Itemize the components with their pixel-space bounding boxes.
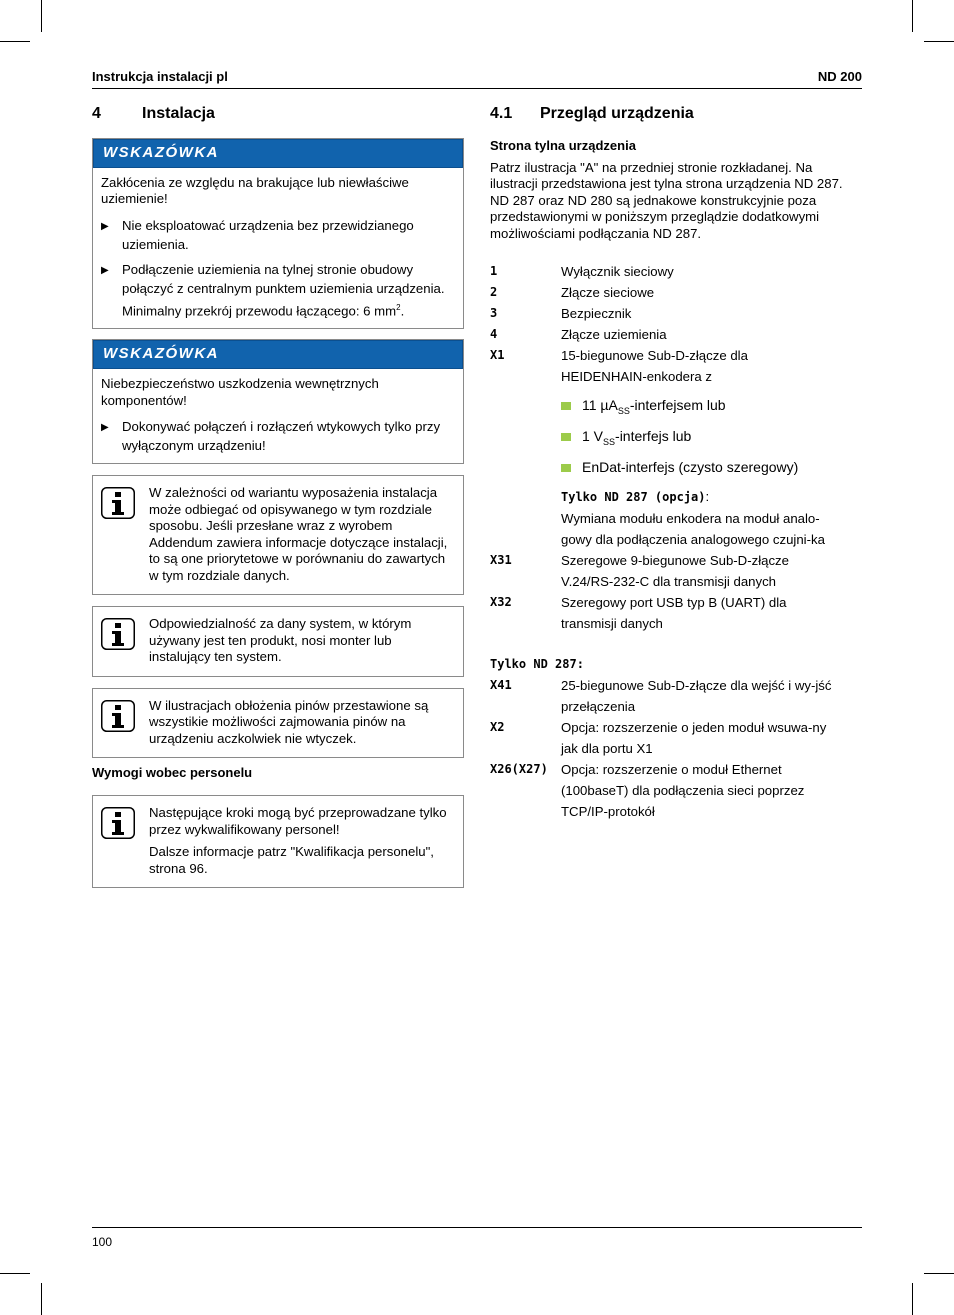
option-note: Tylko ND 287 (opcja): Wymiana modułu enkodera na moduł analo-gowy dla podłączenia analogowego czujni-ka: [561, 488, 825, 547]
notice-lead: Zakłócenia ze względu na brakujące lub niewłaściwe uziemienie!: [101, 174, 409, 207]
header-product: ND 200: [817, 69, 862, 84]
notice-box: [92, 138, 464, 329]
section-title: Przegląd urządzenia: [540, 105, 694, 122]
connector-legend: [490, 261, 862, 822]
interface-list: [561, 393, 862, 480]
notice-lead: Niebezpieczeństwo uszkodzenia wewnętrznych komponentów!: [101, 376, 379, 408]
info-box: W zależności od wariantu wyposażenia instalacja może odbiegać od opisywanego w tym rozdziale sposobu. Jeśli przesłane wraz z wyrobem Addendum zawiera informacje dotyczące instalacji, to są one priorytetowe w porównaniu do zawartych w tym rozdziale danych.: [92, 475, 464, 595]
info-box: Odpowiedzialność za dany system, w którym używany jest ten produkt, nosi monter lub instalujący ten system.: [92, 606, 464, 677]
footer-rule: [92, 1227, 862, 1228]
page-number: 100: [92, 1235, 113, 1249]
nd287-only-heading: Tylko ND 287:: [490, 656, 584, 671]
header-title: Instrukcja instalacji pl: [92, 69, 228, 84]
crop-mark: [912, 0, 913, 32]
legend-row: 2 Złącze sieciowe: [490, 285, 655, 301]
legend-row: X26(X27) Opcja: rozszerzenie o moduł Ethernet (100baseT) dla podłączenia sieci poprzez TCP/IP-protokół: [490, 761, 805, 819]
list-item: EnDat-interfejs (czysto szeregowy): [561, 455, 862, 480]
personnel-heading: Wymogi wobec personelu: [92, 765, 253, 781]
square-bullet-icon: [561, 402, 571, 410]
info-icon: [101, 698, 149, 748]
square-bullet-icon: [561, 464, 571, 472]
bullet-item: ▶ Nie eksploatować urządzenia bez przewidzianego uziemienia.: [101, 217, 414, 252]
legend-row: 3 Bezpiecznik: [490, 306, 632, 322]
legend-row: X2 Opcja: rozszerzenie o jeden moduł wsuwa-ny jak dla portu X1: [490, 719, 827, 756]
right-column: [490, 104, 862, 822]
section-title: Instalacja: [142, 105, 215, 122]
page-header: [92, 68, 862, 89]
bullet-item: ▶ Podłączenie uziemienia na tylnej stronie obudowy połączyć z centralnym punktem uziemienia urządzenia. Minimalny przekrój przewodu łączącego: 6 $mm^2$.: [101, 261, 445, 319]
crop-mark: [41, 0, 42, 32]
list-item: 1 $V_{SS}$-interfejs lub: [561, 424, 862, 455]
triangle-bullet-icon: ▶: [101, 422, 109, 434]
crop-mark: [924, 1273, 954, 1274]
info-icon: [101, 485, 149, 584]
legend-row: 1 Wyłącznik sieciowy: [490, 264, 674, 280]
crop-mark: [0, 41, 30, 42]
bullet-item: ▶ Dokonywać połączeń i rozłączeń wtykowych tylko przy wyłączonym urządzeniu!: [101, 419, 441, 454]
crop-mark: [912, 1283, 913, 1315]
notice-label: WSKAZÓWKA: [93, 139, 463, 168]
legend-row: X1 15-biegunowe Sub-D-złącze dla HEIDENHAIN-enkodera z: [490, 348, 748, 385]
info-box: W ilustracjach obłożenia pinów przestawione są wszystikie możliwości zajmowania pinów na urządzeniu aczkolwiek nie wtyczek.: [92, 688, 464, 759]
intro-paragraph: Patrz ilustracja "A" na przedniej stronie rozkładanej. Na ilustracji przedstawiona jest tylna strona urządzenia ND 287. ND 287 oraz ND 280 są jednakowe konstrukcyjnie poza przedstawionymi w poniższym przeglądzie dodatkowymi możliwościami podłączania ND 287.: [490, 159, 843, 241]
legend-row: X41 25-biegunowe Sub-D-złącze dla wejść i wy-jść przełączenia: [490, 677, 832, 714]
crop-mark: [924, 41, 954, 42]
notice-box: [92, 339, 464, 464]
legend-row: 4 Złącze uziemienia: [490, 327, 667, 343]
info-icon: [101, 805, 149, 877]
crop-mark: [41, 1283, 42, 1315]
info-box: Następujące kroki mogą być przeprowadzane tylko przez wykwalifikowany personel! Dalsze informacje patrz "Kwalifikacja personelu", strona 96.: [92, 795, 464, 888]
crop-mark: [0, 1273, 30, 1274]
notice-label: WSKAZÓWKA: [93, 340, 463, 369]
triangle-bullet-icon: ▶: [101, 220, 109, 232]
section-number: 4: [92, 105, 101, 122]
info-icon: [101, 616, 149, 666]
rear-side-heading: Strona tylna urządzenia: [490, 137, 636, 153]
subsection-heading: [490, 104, 862, 125]
left-column: [92, 104, 464, 888]
section-number: 4.1: [490, 105, 513, 122]
section-heading: [92, 104, 464, 125]
square-bullet-icon: [561, 433, 571, 441]
legend-row: X31 Szeregowe 9-biegunowe Sub-D-złącze V.24/RS-232-C dla transmisji danych: [490, 552, 789, 589]
legend-row: X32 Szeregowy port USB typ B (UART) dla transmisji danych: [490, 594, 787, 631]
list-item: 11 µA$_{SS}$-interfejsem lub: [561, 393, 862, 424]
triangle-bullet-icon: ▶: [101, 264, 109, 276]
